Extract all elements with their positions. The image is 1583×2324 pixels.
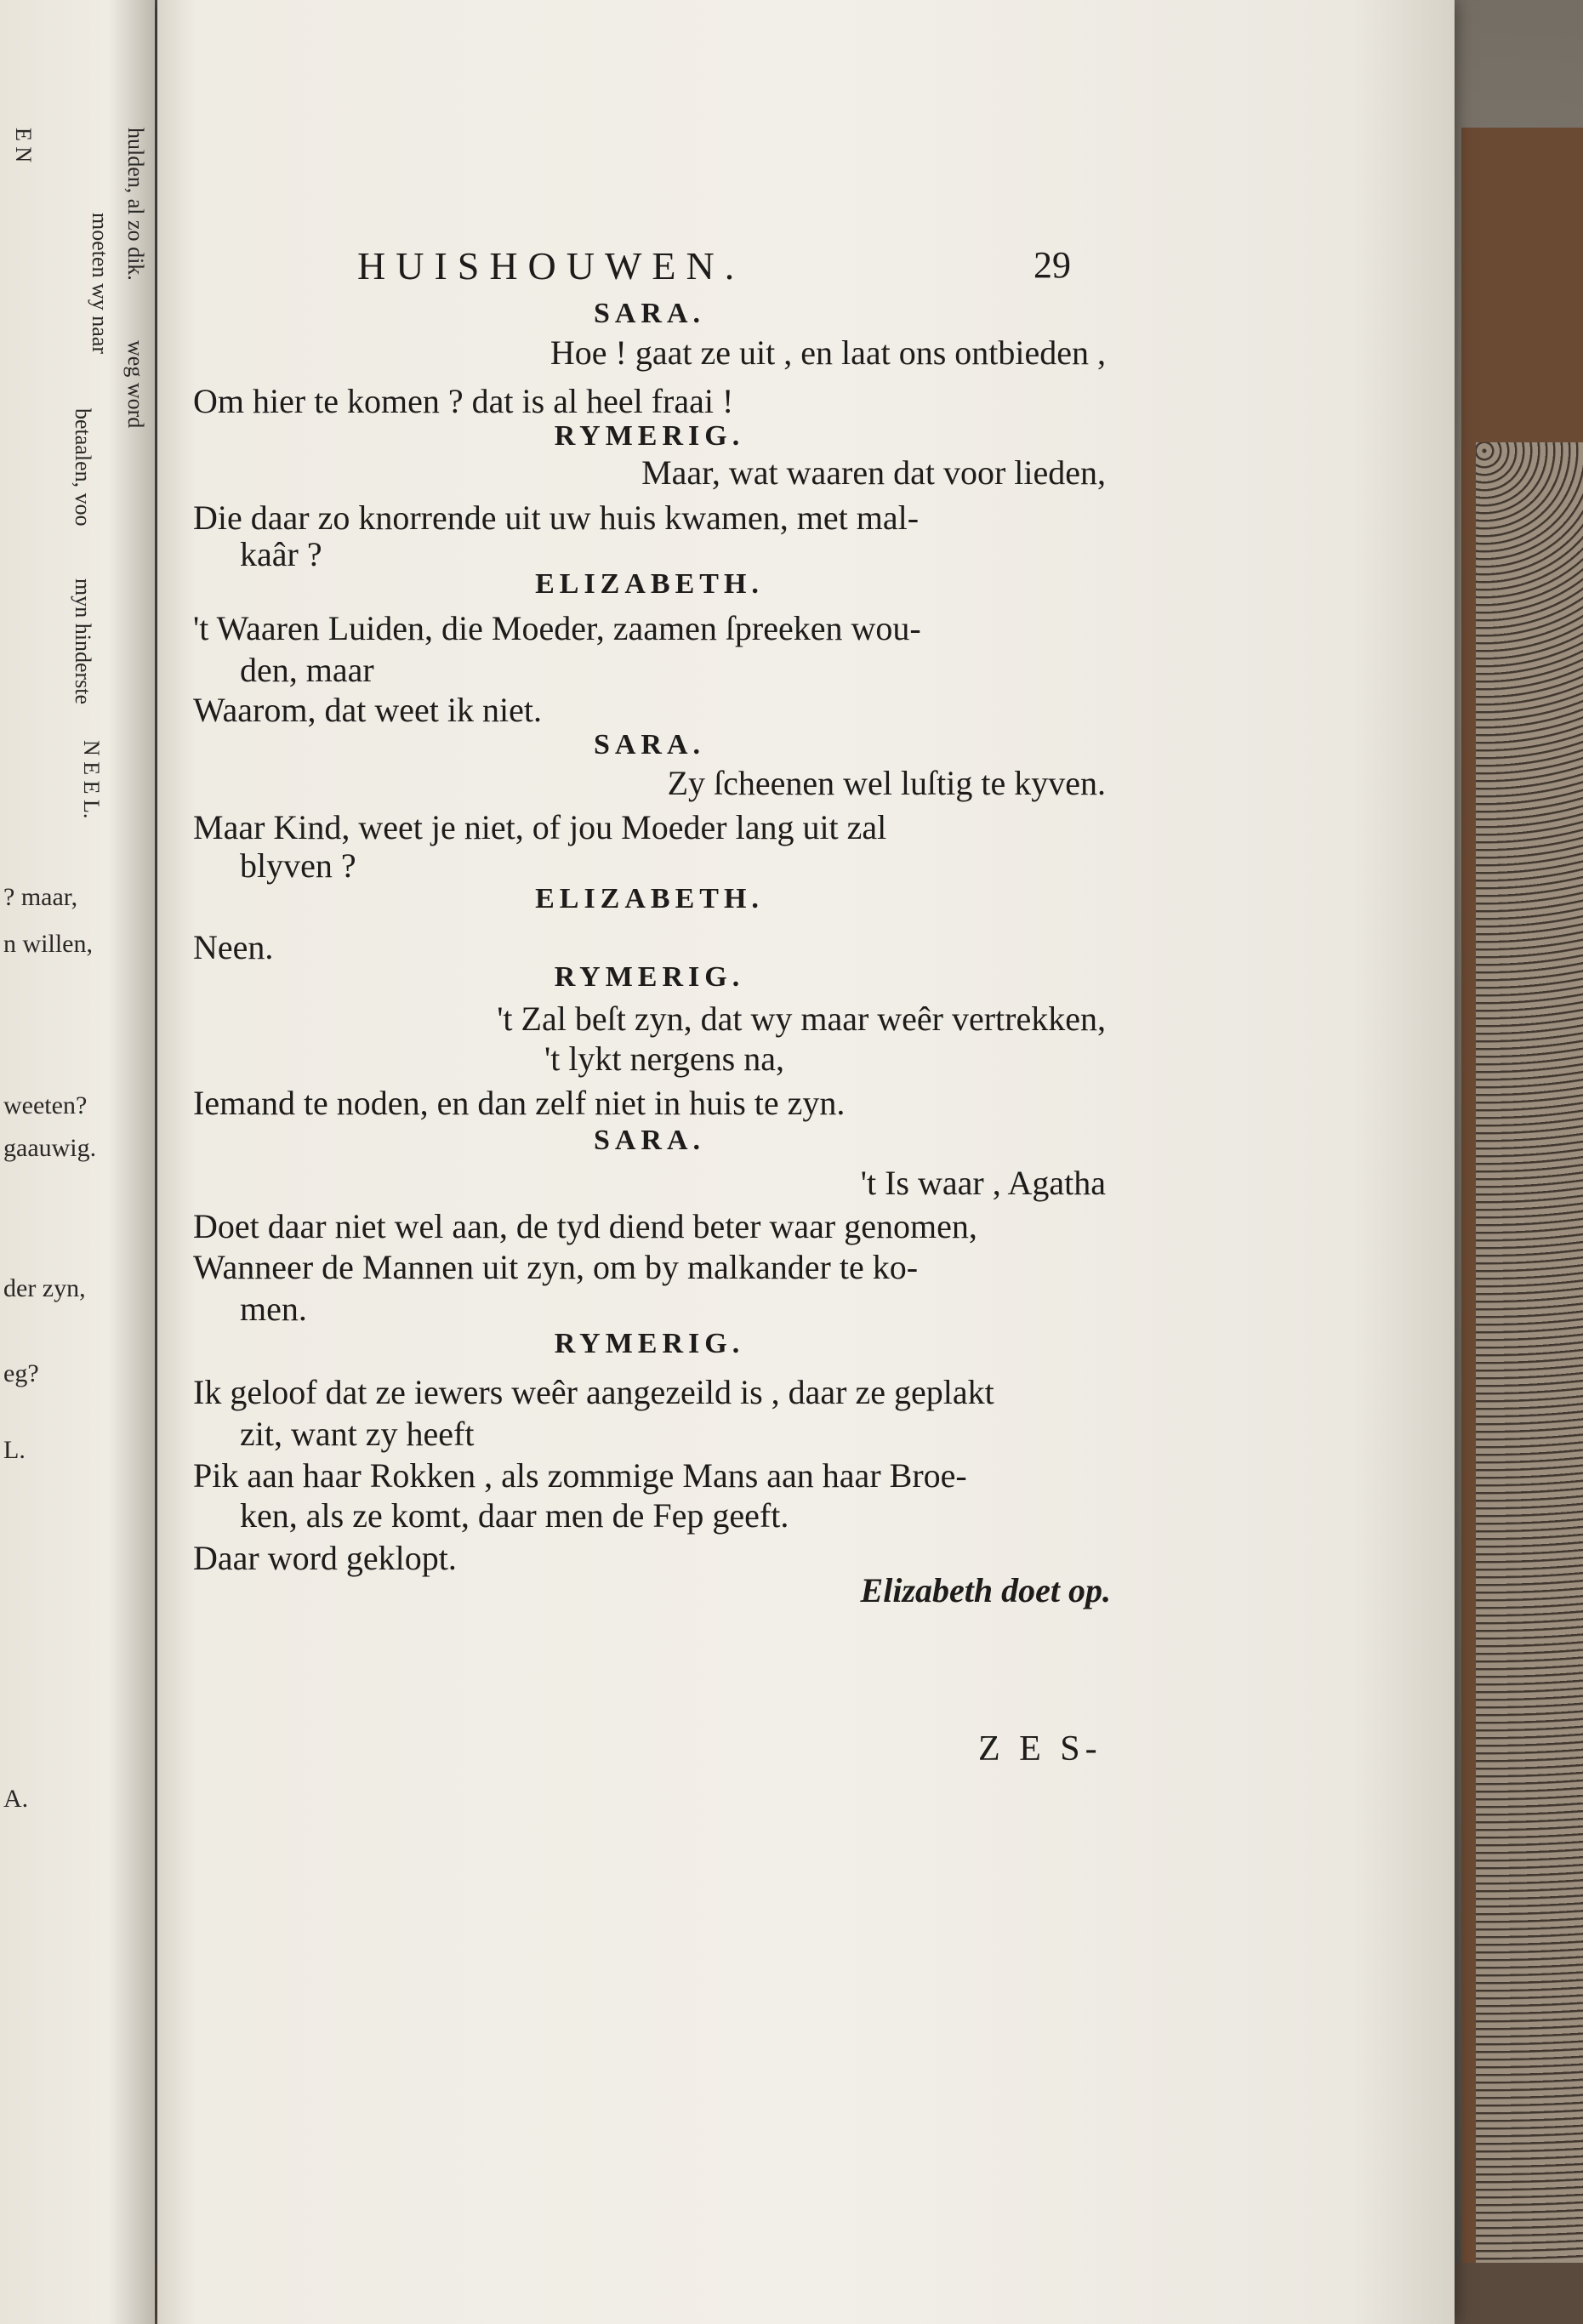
left-fragment: hulden, al zo dik. bbox=[123, 128, 148, 281]
speaker-name: RYMERIG. bbox=[554, 961, 745, 993]
text-line: kaâr ? bbox=[240, 535, 322, 573]
left-fragment: gaauwig. bbox=[3, 1134, 97, 1162]
text-line: Pik aan haar Rokken , als zommige Mans aan haar Broe- bbox=[193, 1456, 967, 1495]
left-page bbox=[0, 0, 155, 2324]
text-line: Maar, wat waaren dat voor lieden, bbox=[641, 453, 1106, 492]
text-line: Daar word geklopt. bbox=[193, 1539, 457, 1577]
text-line: ken, als ze komt, daar men de Fep geeft. bbox=[240, 1496, 789, 1535]
speaker-name: RYMERIG. bbox=[554, 420, 745, 452]
running-title: HUISHOUWEN. bbox=[357, 244, 745, 288]
speaker-name: RYMERIG. bbox=[554, 1328, 745, 1359]
text-line: 't Is waar , Agatha bbox=[860, 1164, 1106, 1202]
text-line: blyven ? bbox=[240, 846, 356, 885]
text-line: Die daar zo knorrende uit uw huis kwamen, met mal- bbox=[193, 498, 920, 537]
text-line: zit, want zy heeft bbox=[240, 1415, 475, 1453]
text-line: Zy ſcheenen wel luſtig te kyven. bbox=[667, 764, 1106, 802]
text-line: Iemand te noden, en dan zelf niet in huis te zyn. bbox=[193, 1084, 846, 1122]
left-fragment: N E E L. bbox=[79, 740, 104, 819]
left-fragment: L. bbox=[3, 1436, 26, 1464]
speaker-name: ELIZABETH. bbox=[535, 883, 764, 914]
speaker-name: SARA. bbox=[593, 1125, 706, 1156]
left-fragment: E N bbox=[11, 128, 36, 163]
text-line: Hoe ! gaat ze uit , en laat ons ontbieden , bbox=[549, 333, 1106, 372]
text-line: 't Waaren Luiden, die Moeder, zaamen ſpreeken wou- bbox=[193, 609, 921, 647]
page-number: 29 bbox=[1034, 244, 1071, 286]
stage-direction: Elizabeth doet op. bbox=[860, 1571, 1111, 1609]
speckled-endpaper bbox=[1476, 442, 1583, 2324]
text-line: 't lykt nergens na, bbox=[544, 1040, 784, 1078]
text-line: Doet daar niet wel aan, de tyd diend beter waar genomen, bbox=[193, 1207, 977, 1245]
speaker-name: ELIZABETH. bbox=[535, 568, 764, 600]
left-fragment: A. bbox=[3, 1785, 29, 1813]
text-line: Maar Kind, weet je niet, of jou Moeder lang uit zal bbox=[193, 808, 887, 846]
catchword: Z E S- bbox=[978, 1729, 1102, 1769]
left-fragment: der zyn, bbox=[3, 1274, 86, 1302]
left-fragment: weg word bbox=[123, 340, 148, 429]
text-line: Wanneer de Mannen uit zyn, om by malkander te ko- bbox=[193, 1248, 919, 1286]
left-fragment: eg? bbox=[3, 1359, 39, 1387]
text-line: Neen. bbox=[193, 928, 274, 966]
left-fragment: moeten wy naar bbox=[88, 213, 112, 355]
left-fragment: ? maar, bbox=[3, 883, 78, 911]
text-line: 't Zal beſt zyn, dat wy maar weêr vertrekken, bbox=[497, 1000, 1106, 1038]
text-line: Om hier te komen ? dat is al heel fraai ! bbox=[193, 382, 734, 420]
speaker-name: SARA. bbox=[593, 298, 706, 329]
text-line: den, maar bbox=[240, 651, 374, 689]
left-fragment: n willen, bbox=[3, 930, 93, 958]
text-line: men. bbox=[240, 1290, 307, 1328]
left-fragment: betaalen, voo bbox=[71, 408, 95, 527]
speaker-name: SARA. bbox=[593, 729, 706, 760]
text-line: Waarom, dat weet ik niet. bbox=[193, 691, 542, 729]
left-fragment: weeten? bbox=[3, 1091, 88, 1119]
text-line: Ik geloof dat ze iewers weêr aangezeild is , daar ze geplakt bbox=[193, 1373, 994, 1411]
left-fragment: myn hinderste bbox=[71, 578, 95, 705]
